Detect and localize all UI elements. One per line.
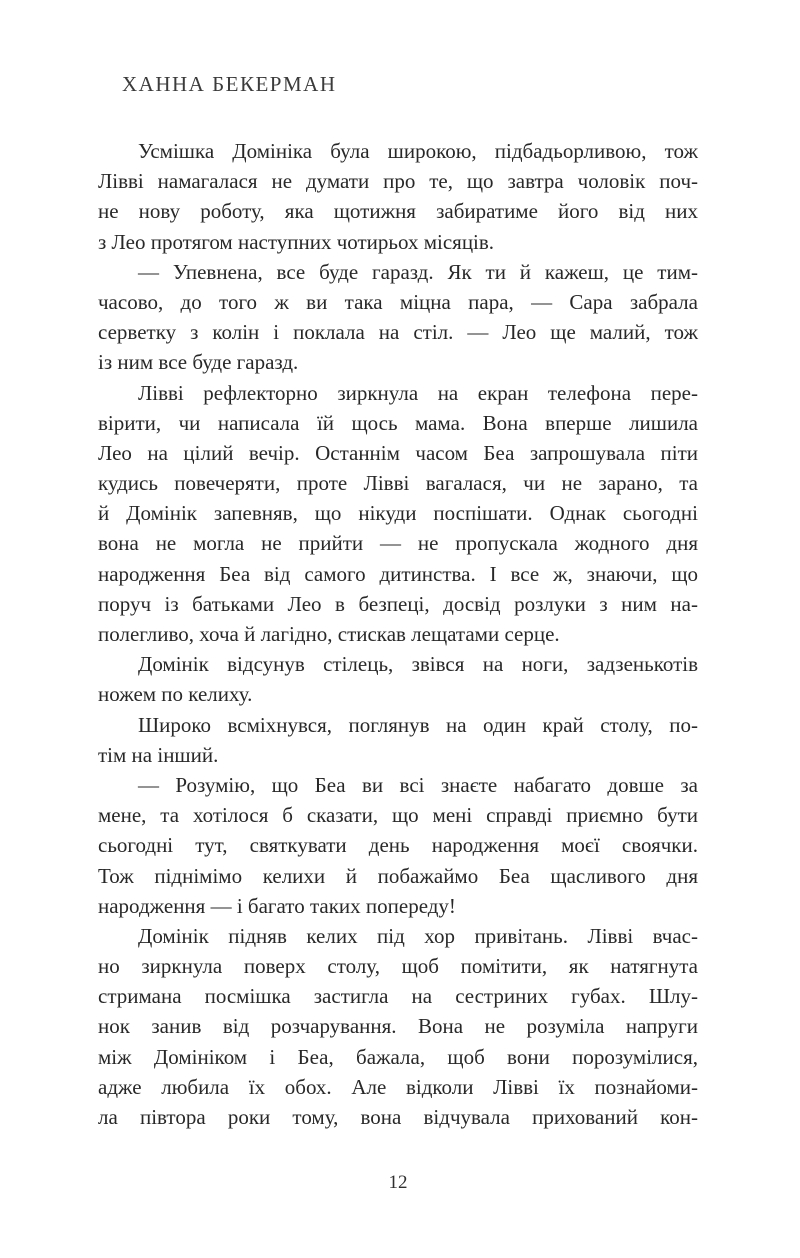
text-line: із ним все буде гаразд. bbox=[98, 350, 299, 375]
paragraph bbox=[98, 257, 698, 378]
text-line: Усмішка Домініка була широкою, підбадьорливою, тож bbox=[138, 139, 698, 163]
text-line: вона не могла не прийти — не пропускала жодного дня bbox=[98, 531, 698, 556]
text-line: Лівві намагалася не думати про те, що завтра чоловік поч- bbox=[98, 169, 698, 194]
text-line: полегливо, хоча й лагідно, стискав лещатами серце. bbox=[98, 622, 560, 646]
text-line: Лівві рефлекторно зиркнула на екран телефона пере- bbox=[138, 380, 698, 405]
text-line: но зиркнула поверх столу, щоб помітити, як натягнута bbox=[98, 954, 698, 979]
text-line: Домінік підняв келих під хор привітань. Лівві вчас- bbox=[138, 923, 698, 948]
paragraph bbox=[98, 378, 698, 650]
text-line: ножем по келиху. bbox=[98, 682, 253, 707]
paragraph bbox=[98, 136, 698, 257]
text-line: сьогодні тут, святкувати день народження моєї своячки. bbox=[98, 833, 698, 858]
paragraph bbox=[98, 649, 698, 709]
text-line: народження — і багато таких попереду! bbox=[98, 893, 456, 918]
paragraph bbox=[98, 921, 698, 1132]
text-line: Лео на цілий вечір. Останнім часом Беа запрошувала піти bbox=[98, 440, 698, 465]
text-line: стримана посмішка застигла на сестриних губах. Шлу- bbox=[98, 984, 698, 1009]
text-line: — Упевнена, все буде гаразд. Як ти й кажеш, це тим- bbox=[138, 259, 698, 284]
text-line: Домінік відсунув стілець, звівся на ноги, задзенькотів bbox=[138, 652, 698, 677]
text-line: з Лео протягом наступних чотирьох місяців. bbox=[98, 229, 495, 254]
paragraph bbox=[98, 710, 698, 770]
running-header-author: ХАННА БЕКЕРМАН bbox=[122, 72, 337, 96]
text-line: кудись повечеряти, проте Лівві вагалася, чи не зарано, та bbox=[98, 471, 698, 496]
text-line: поруч із батьками Лео в безпеці, досвід розлуки з ним на- bbox=[98, 591, 698, 616]
text-line: часово, до того ж ви така міцна пара, — Сара забрала bbox=[98, 289, 698, 314]
text-line: серветку з колін і поклала на стіл. — Лео ще малий, тож bbox=[98, 320, 698, 345]
page-text bbox=[98, 136, 698, 1132]
text-line: адже любила їх обох. Але відколи Лівві їх познайоми- bbox=[98, 1074, 698, 1099]
text-line: народження Беа від самого дитинства. І все ж, знаючи, що bbox=[98, 561, 698, 586]
paragraph bbox=[98, 770, 698, 921]
text-line: не нову роботу, яка щотижня забиратиме його від них bbox=[98, 199, 698, 224]
text-line: між Домініком і Беа, бажала, щоб вони порозумілися, bbox=[98, 1044, 698, 1069]
page-number: 12 bbox=[388, 1172, 408, 1193]
text-line: ла півтора роки тому, вона відчувала прихований кон- bbox=[98, 1105, 698, 1129]
text-line: й Домінік запевняв, що нікуди поспішати. Однак сьогодні bbox=[98, 501, 698, 526]
text-line: вірити, чи написала їй щось мама. Вона вперше лишила bbox=[98, 410, 698, 435]
text-line: Тож піднімімо келихи й побажаймо Беа щасливого дня bbox=[98, 863, 698, 888]
text-line: нок занив від розчарування. Вона не розуміла напруги bbox=[98, 1014, 698, 1039]
text-line: Широко всміхнувся, поглянув на один край столу, по- bbox=[138, 712, 698, 737]
text-line: — Розумію, що Беа ви всі знаєте набагато довше за bbox=[138, 772, 698, 797]
text-line: мене, та хотілося б сказати, що мені справді приємно бути bbox=[98, 803, 698, 828]
text-line: тім на інший. bbox=[98, 742, 219, 767]
